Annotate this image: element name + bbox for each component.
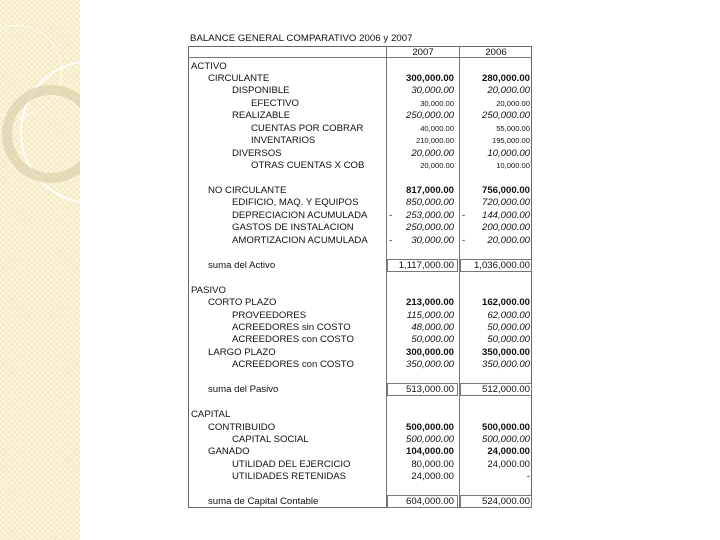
value-2007: 30,000.00 [411,85,454,97]
table-row [188,434,532,446]
value-2007: 40,000.00 [420,123,454,133]
row-label: OTRAS CUENTAS X COB [251,160,365,172]
row-label: INVENTARIOS [251,135,316,147]
table-row [188,422,532,434]
row-label: AMORTIZACION ACUMULADA [232,234,368,246]
value-2007: 30,000.00 [420,98,454,108]
value-2006: 62,000.00 [487,309,530,321]
value-2007: 20,000.00 [420,161,454,171]
value-2006: 20,000.00 [496,98,530,108]
value-2007: 300,000.00 [405,72,454,84]
row-label: ACREEDORES con COSTO [232,359,354,371]
table-row [188,334,532,346]
table-row [188,185,532,197]
value-2006: - [526,471,530,483]
row-label: CIRCULANTE [208,72,270,84]
value-2006: 250,000.00 [481,110,530,122]
row-label: ACREEDORES con COSTO [232,334,354,346]
row-label: GANADO [208,446,250,458]
value-2007: 250,000.00 [405,110,454,122]
value-2006: 1,036,000.00 [473,259,530,271]
value-2007: 48,000.00 [411,321,454,333]
table-row [188,85,532,97]
table-row [188,446,532,458]
row-label: DISPONIBLE [232,85,290,97]
value-2006: 144,000.00 [481,209,530,221]
value-2007: 350,000.00 [405,359,454,371]
value-2006: 195,000.00 [491,136,530,146]
value-2007: 210,000.00 [415,136,454,146]
sheet-title: BALANCE GENERAL COMPARATIVO 2006 y 2007 [190,33,413,44]
row-label: CORTO PLAZO [208,297,277,309]
table-row [188,359,532,371]
value-2007: 80,000.00 [411,458,454,470]
row-label: EDIFICIO, MAQ. Y EQUIPOS [232,197,359,209]
value-2006: 10,000.00 [496,161,530,171]
negative-sign: - [389,234,393,246]
row-label: CAPITAL [191,409,231,421]
value-2006: 500,000.00 [481,434,530,445]
value-2006: 524,000.00 [481,496,530,508]
row-label: suma de Capital Contable [208,496,319,508]
table-row [188,310,532,322]
row-label: LARGO PLAZO [208,346,276,358]
row-label: REALIZABLE [232,110,291,122]
value-2007: 104,000.00 [405,446,454,458]
table-row [188,397,532,409]
table-row [188,98,532,110]
row-label: DIVERSOS [232,147,282,159]
row-label: suma del Pasivo [208,384,279,396]
column-header-2007: 2007 [412,47,434,58]
table-row [188,496,532,508]
row-label: PROVEEDORES [232,309,307,321]
value-2007: 24,000.00 [411,471,454,483]
table-row [188,272,532,284]
row-label: NO CIRCULANTE [208,185,287,196]
table-row [188,73,532,85]
table-row [188,322,532,334]
balance-sheet [188,33,533,508]
table-row [188,110,532,122]
table-row [188,160,532,172]
row-label: ACTIVO [191,60,227,72]
decorative-sidebar [0,0,80,540]
value-2006: 500,000.00 [481,421,530,433]
row-label: ACREEDORES sin COSTO [232,321,351,333]
value-2006: 162,000.00 [481,297,530,309]
value-2006: 350,000.00 [481,359,530,371]
table-row [188,197,532,209]
table-row [188,260,532,272]
value-2007: 850,000.00 [405,197,454,209]
negative-sign: - [389,209,393,221]
value-2006: 50,000.00 [487,321,530,333]
value-2007: 253,000.00 [405,209,454,221]
value-2006: 200,000.00 [481,222,530,234]
table-row [188,210,532,222]
row-label: DEPRECIACION ACUMULADA [232,209,368,221]
row-label: PASIVO [191,284,227,296]
value-2007: 513,000.00 [405,384,454,396]
table-row [188,61,532,73]
value-2006: 20,000.00 [487,85,530,97]
value-2007: 115,000.00 [406,309,454,321]
table-row [188,297,532,309]
value-2007: 30,000.00 [411,234,454,246]
value-2007: 500,000.00 [405,421,454,433]
table-row [188,471,532,483]
value-2006: 24,000.00 [487,458,530,470]
value-2007: 50,000.00 [411,334,454,346]
row-label: EFECTIVO [251,97,299,109]
table-row [188,123,532,135]
column-header-2006: 2006 [485,47,507,58]
value-2006: 280,000.00 [481,72,530,84]
value-2006: 55,000.00 [496,123,530,133]
row-label: UTILIDAD DEL EJERCICIO [232,458,351,470]
table-row [188,135,532,147]
row-label: UTILIDADES RETENIDAS [232,471,347,483]
value-2006: 720,000.00 [481,197,530,209]
value-2006: 756,000.00 [481,185,530,196]
value-2007: 213,000.00 [405,297,454,309]
row-label: suma del Activo [208,259,276,271]
row-label: CUENTAS POR COBRAR [251,122,364,134]
value-2007: 300,000.00 [405,346,454,358]
table-row [188,173,532,185]
row-label: GASTOS DE INSTALACION [232,222,354,234]
value-2006: 350,000.00 [481,346,530,358]
value-2006: 10,000.00 [487,147,530,159]
table-row [188,235,532,247]
value-2006: 24,000.00 [487,446,530,458]
table-row [188,285,532,297]
value-2006: 512,000.00 [481,384,530,396]
value-2007: 500,000.00 [405,434,454,445]
value-2006: 50,000.00 [487,334,530,346]
value-2006: 20,000.00 [487,234,530,246]
value-2007: 1,117,000.00 [398,259,454,271]
table-row [188,384,532,396]
negative-sign: - [462,234,466,246]
table-row [188,222,532,234]
row-label: CAPITAL SOCIAL [232,434,309,445]
value-2007: 604,000.00 [405,496,454,508]
table-row [188,148,532,160]
value-2007: 250,000.00 [405,222,454,234]
value-2007: 817,000.00 [405,185,454,196]
value-2007: 20,000.00 [411,147,454,159]
table-row [188,459,532,471]
negative-sign: - [462,209,466,221]
row-label: CONTRIBUIDO [208,421,276,433]
table-row [188,409,532,421]
table-row [188,347,532,359]
